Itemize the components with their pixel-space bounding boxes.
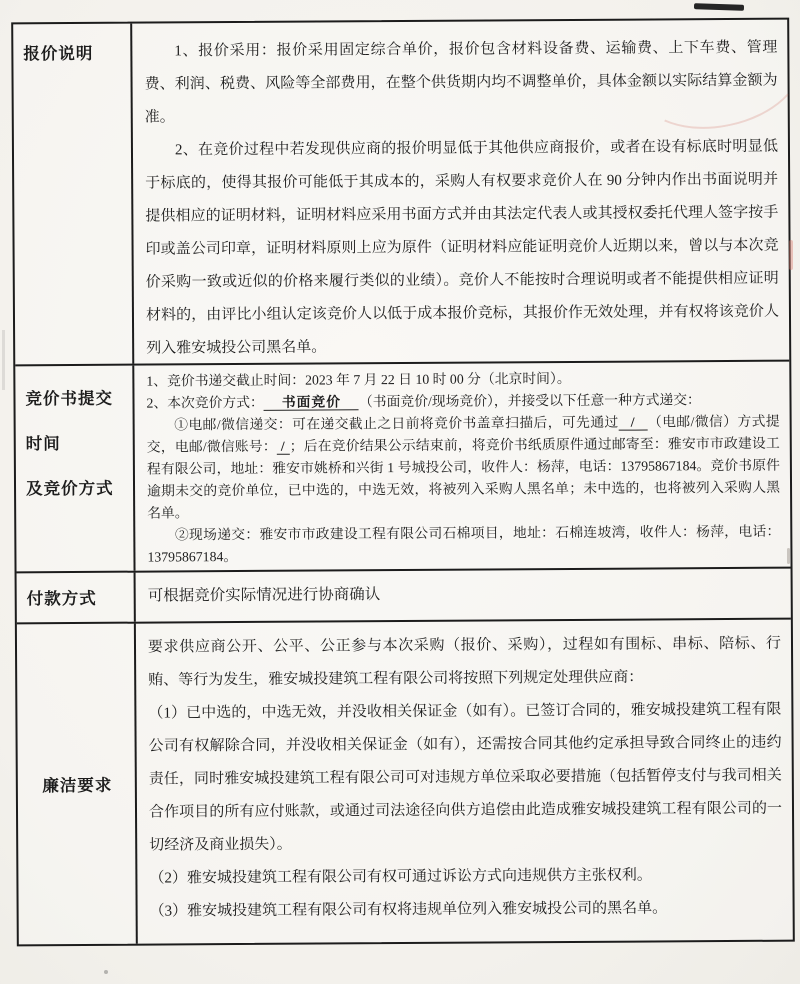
delivery-option-1 (147, 411, 781, 525)
row-label-text: 付款方式 (26, 588, 97, 609)
quotation-para-1: 1、报价采用：报价采用固定综合单价，报价包含材料设备费、运输费、上下车费、管理费、利润、税费、风险等全部费用，在整个供货期内均不调整单价，具体金额以实际结算金额为准。 (144, 39, 778, 126)
bid-method-suffix: （书面竞价/现场竞价），并接受以下任意一种方式递交： (358, 392, 701, 410)
delivery-option-1-blank-2: / (277, 439, 290, 455)
table-row-submission-time-method (15, 362, 790, 574)
row-label-integrity-requirements (17, 624, 138, 945)
row-label-payment-method (17, 573, 136, 623)
delivery-option-1-part-3: ；后在竞价结果公示结束前，将竞价书纸质原件通过邮寄至：雅安市市政建设工程有限公司，地址：雅安市姚桥和兴街 1 号城投公司，收件人：杨萍，电话：13795867184。竞价书原件逾期未交的竞价单位，已中选的，中选无效，将被列入采购人黑名单；未中选的，也将被列入采购人黑名单。 (146, 435, 781, 521)
integrity-requirements-content (136, 620, 793, 944)
table-row-quotation-notes (13, 20, 789, 367)
row-label-submission-time-method (15, 366, 135, 572)
row-label-text: 报价说明 (23, 43, 94, 64)
integrity-para-intro: 要求供应商公开、公平、公正参与本次采购（报价、采购），过程如有围标、串标、陪标、行贿、等行为发生，雅安城投建筑工程有限公司将按照下列规定处理供应商： (147, 635, 782, 689)
row-label-line-1: 竞价书提交时间 (25, 388, 114, 454)
deadline-line: 1、竞价书递交截止时间：2023 年 7 月 22 日 10 时 00 分（北京时间）。 (146, 370, 571, 389)
delivery-option-1-part-2: （电邮/微信）方式提交，电邮/微信账号： (146, 413, 780, 455)
row-label-quotation-notes (13, 24, 134, 365)
delivery-option-1-blank-1: / (619, 415, 648, 431)
delivery-option-2: ②现场递交：雅安市市政建设工程有限公司石棉项目，地址：石棉连坡湾，收件人：杨萍，电话：13795867184。 (147, 523, 781, 565)
row-label-text: 廉洁要求 (42, 775, 113, 796)
payment-method-content (136, 569, 791, 622)
scan-artifact-dot (104, 970, 108, 974)
integrity-para-1: （1）已中选的，中选无效，并没收相关保证金（如有）。已签订合同的，雅安城投建筑工程有限公司有权解除合同，并没收相关保证金（如有），还需按合同其他约定承担导致合同终止的违约责任，同时雅安城投建筑工程有限公司可对违规方单位采取必要措施（包括暂停支付与我司相关合作项目的所有应付账款，或通过司法途径向供方追偿由此造成雅安城投建筑工程有限公司的一切经济及商业损失）。 (148, 701, 783, 854)
scan-artifact-smudge (2, 330, 5, 390)
bid-method-blank-filled: 书面竞价 (264, 394, 359, 411)
bid-method-prefix: 2、本次竞价方式： (146, 394, 264, 411)
row-label-line-2: 及竞价方式 (25, 478, 114, 499)
table-row-payment-method (17, 569, 791, 625)
payment-method-text: 可根据竞价实际情况进行协商确认 (147, 586, 381, 605)
integrity-para-3: （3）雅安城投建筑工程有限公司有权将违规单位列入雅安城投公司的黑名单。 (149, 900, 668, 920)
submission-time-method-content (134, 362, 790, 571)
delivery-option-1-part-1: ①电邮/微信递交：可在递交截止之日前将竞价书盖章扫描后，可先通过 (174, 414, 619, 433)
scan-artifact-ink-tick (694, 3, 744, 11)
quotation-para-2: 2、在竞价过程中若发现供应商的报价明显低于其他供应商报价，或者在设有标底时明显低于标底的，使得其报价可能低于其成本的，采购人有权要求竞价人在 90 分钟内作出书面说明并提供相应的证明材料，证明材料应采用书面方式并由其法定代表人或其授权委托代理人签字按手印或盖公司印章，证明材料原则上应为原件（证明材料应能证明竞价人近期以来，曾以与本次竞价采购一致或近似的价格来履行类似的业绩）。竞价人不能按时合理说明或者不能提供相应证明材料的，由评比小组认定该竞价人以低于成本报价竞标，其报价作无效处理，并有权将该竞价人列入雅安城投公司黑名单。 (145, 138, 780, 357)
bid-terms-table (11, 18, 795, 947)
quotation-notes-content (132, 20, 789, 364)
integrity-para-2: （2）雅安城投建筑工程有限公司有权可通过诉讼方式向违规供方主张权利。 (149, 867, 652, 887)
table-row-integrity-requirements (17, 620, 793, 945)
